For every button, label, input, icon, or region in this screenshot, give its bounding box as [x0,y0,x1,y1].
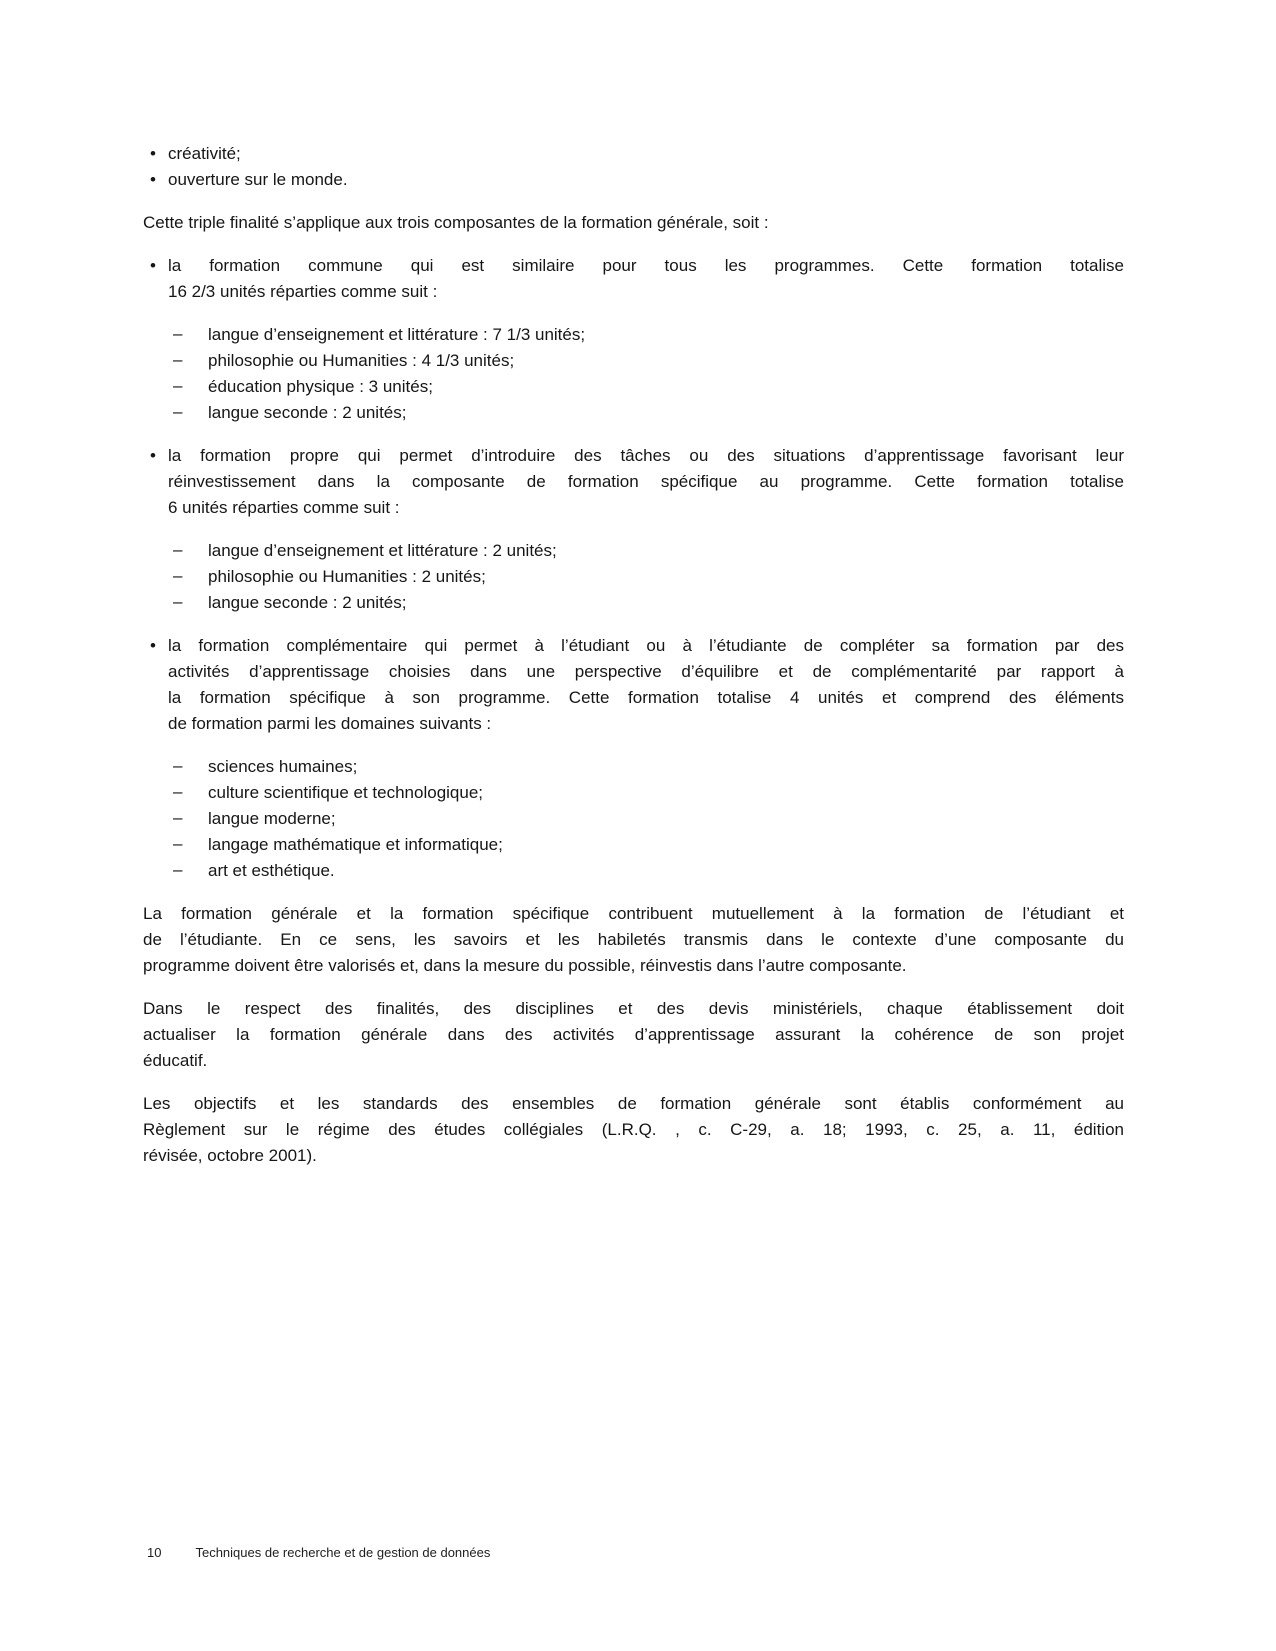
text-line: actualiser la formation générale dans des activités d’apprentissage assurant la cohérence de son projet [143,1025,1124,1044]
text-line: de l’étudiante. En ce sens, les savoirs et les habiletés transmis dans le contexte d’une composante du [143,930,1124,949]
item-text [208,780,1124,806]
item-text [208,832,1124,858]
dash-icon: – [173,324,183,343]
dash-icon: – [173,592,183,611]
dash-list [143,538,1124,616]
text-line: révisée, octobre 2001). [143,1146,317,1165]
list-item [143,141,1124,167]
text-line: La formation générale et la formation spécifique contribuent mutuellement à la formation de l’étudiant et [143,904,1124,923]
text-line: Cette triple finalité s’applique aux trois composantes de la formation générale, soit : [143,213,769,232]
text-line: langue seconde : 2 unités; [208,403,407,422]
dash-icon: – [173,782,183,801]
text-line: programme doivent être valorisés et, dans la mesure du possible, réinvestis dans l’autre composante. [143,956,907,975]
list-item [143,832,1124,858]
list-item [143,538,1124,564]
list-item [143,590,1124,616]
list-item [143,322,1124,348]
text-line: ouverture sur le monde. [168,170,348,189]
paragraph [143,1091,1124,1169]
dash-icon: – [173,756,183,775]
text-line: 6 unités réparties comme suit : [168,498,400,517]
page-content [143,141,1124,1186]
bullet-icon: • [150,144,156,163]
bullet-list [143,633,1124,737]
text-line: Les objectifs et les standards des ensembles de formation générale sont établis conformément au [143,1094,1124,1113]
item-text [168,167,1124,193]
paragraph [143,996,1124,1074]
paragraph [143,210,1124,236]
text-line: culture scientifique et technologique; [208,783,484,802]
text-line: éducatif. [143,1051,208,1070]
bullet-icon: • [150,170,156,189]
page-number: 10 [147,1545,162,1560]
item-text [208,590,1124,616]
text-line: philosophie ou Humanities : 2 unités; [208,567,486,586]
item-text [208,754,1124,780]
text-line: philosophie ou Humanities : 4 1/3 unités; [208,351,515,370]
text-line: la formation propre qui permet d’introduire des tâches ou des situations d’apprentissage favorisant leur [168,446,1124,465]
list-item [143,167,1124,193]
text-line: de formation parmi les domaines suivants : [168,714,492,733]
text-line: sciences humaines; [208,757,358,776]
dash-icon: – [173,566,183,585]
list-item [143,633,1124,737]
dash-list [143,754,1124,884]
text-line: Dans le respect des finalités, des disciplines et des devis ministériels, chaque établissement doit [143,999,1124,1018]
item-text [168,141,1124,167]
list-item [143,754,1124,780]
bullet-list [143,253,1124,305]
list-item [143,374,1124,400]
item-text [208,538,1124,564]
list-item [143,806,1124,832]
bullet-list [143,141,1124,193]
page-footer [147,1544,490,1561]
list-item [143,564,1124,590]
paragraph [143,901,1124,979]
dash-icon: – [173,402,183,421]
item-text [168,443,1124,521]
bullet-icon: • [150,256,156,275]
list-item [143,780,1124,806]
text-line: créativité; [168,144,241,163]
bullet-icon: • [150,636,156,655]
text-line: langage mathématique et informatique; [208,835,503,854]
text-line: la formation commune qui est similaire pour tous les programmes. Cette formation totalise [168,256,1124,275]
item-text [168,633,1124,737]
item-text [208,858,1124,884]
item-text [143,210,1124,236]
bullet-icon: • [150,446,156,465]
dash-icon: – [173,540,183,559]
item-text [208,400,1124,426]
text-line: 16 2/3 unités réparties comme suit : [168,282,438,301]
text-line: langue d’enseignement et littérature : 2 unités; [208,541,557,560]
list-item [143,400,1124,426]
text-line: art et esthétique. [208,861,335,880]
item-text [143,1091,1124,1169]
item-text [208,322,1124,348]
item-text [208,564,1124,590]
text-line: activités d’apprentissage choisies dans une perspective d’équilibre et de complémentarité par rapport à [168,662,1124,681]
dash-icon: – [173,834,183,853]
list-item [143,253,1124,305]
item-text [143,901,1124,979]
text-line: réinvestissement dans la composante de formation spécifique au programme. Cette formation totalise [168,472,1124,491]
text-line: la formation complémentaire qui permet à l’étudiant ou à l’étudiante de compléter sa formation par des [168,636,1124,655]
item-text [208,348,1124,374]
dash-icon: – [173,860,183,879]
text-line: langue seconde : 2 unités; [208,593,407,612]
item-text [208,374,1124,400]
list-item [143,348,1124,374]
footer-document-title: Techniques de recherche et de gestion de données [195,1545,491,1560]
item-text [208,806,1124,832]
text-line: éducation physique : 3 unités; [208,377,433,396]
dash-icon: – [173,808,183,827]
text-line: langue moderne; [208,809,336,828]
dash-icon: – [173,376,183,395]
item-text [143,996,1124,1074]
list-item [143,443,1124,521]
bullet-list [143,443,1124,521]
list-item [143,858,1124,884]
dash-icon: – [173,350,183,369]
text-line: Règlement sur le régime des études collégiales (L.R.Q. , c. C-29, a. 18; 1993, c. 25, a. 11, édition [143,1120,1124,1139]
text-line: la formation spécifique à son programme. Cette formation totalise 4 unités et comprend des éléments [168,688,1124,707]
item-text [168,253,1124,305]
dash-list [143,322,1124,426]
text-line: langue d’enseignement et littérature : 7 1/3 unités; [208,325,586,344]
